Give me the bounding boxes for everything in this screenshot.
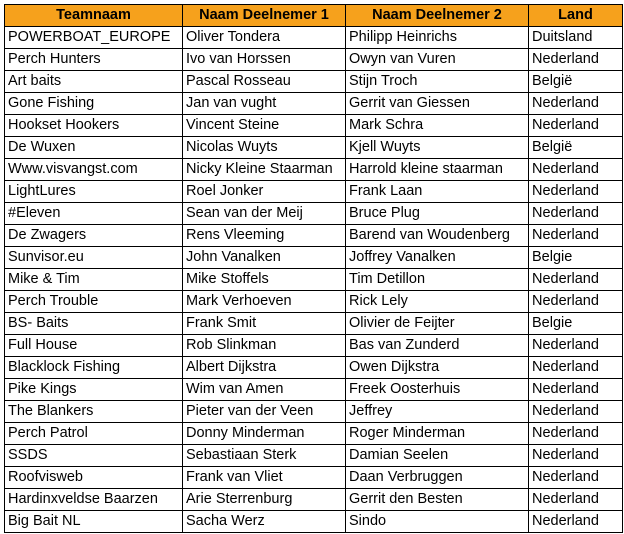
team-name-cell: Hardinxveldse Baarzen — [5, 489, 183, 511]
participant-1-cell: Mark Verhoeven — [183, 291, 346, 313]
table-row — [5, 269, 623, 291]
table-row — [5, 27, 623, 49]
team-name-cell: Hookset Hookers — [5, 115, 183, 137]
team-name-cell: BS- Baits — [5, 313, 183, 335]
header-deelnemer-1: Naam Deelnemer 1 — [183, 5, 346, 27]
participant-2-cell: Rick Lely — [346, 291, 529, 313]
table-row — [5, 93, 623, 115]
participant-1-cell: Oliver Tondera — [183, 27, 346, 49]
country-cell: Nederland — [529, 357, 623, 379]
participant-2-cell: Olivier de Feijter — [346, 313, 529, 335]
participant-1-cell: Nicky Kleine Staarman — [183, 159, 346, 181]
team-name-cell: Big Bait NL — [5, 511, 183, 533]
country-cell: Nederland — [529, 401, 623, 423]
team-name-cell: De Wuxen — [5, 137, 183, 159]
team-name-cell: Blacklock Fishing — [5, 357, 183, 379]
country-cell: Nederland — [529, 159, 623, 181]
participant-2-cell: Roger Minderman — [346, 423, 529, 445]
country-cell: Nederland — [529, 49, 623, 71]
participant-2-cell: Bas van Zunderd — [346, 335, 529, 357]
team-name-cell: De Zwagers — [5, 225, 183, 247]
participant-2-cell: Gerrit van Giessen — [346, 93, 529, 115]
country-cell: Duitsland — [529, 27, 623, 49]
participant-1-cell: Mike Stoffels — [183, 269, 346, 291]
country-cell: Nederland — [529, 203, 623, 225]
participant-2-cell: Daan Verbruggen — [346, 467, 529, 489]
country-cell: België — [529, 137, 623, 159]
table-row — [5, 115, 623, 137]
participant-2-cell: Jeffrey — [346, 401, 529, 423]
team-name-cell: Full House — [5, 335, 183, 357]
participant-2-cell: Tim Detillon — [346, 269, 529, 291]
team-name-cell: #Eleven — [5, 203, 183, 225]
team-name-cell: Perch Patrol — [5, 423, 183, 445]
table-row — [5, 357, 623, 379]
country-cell: Nederland — [529, 225, 623, 247]
country-cell: Nederland — [529, 489, 623, 511]
participant-1-cell: Sacha Werz — [183, 511, 346, 533]
team-name-cell: Gone Fishing — [5, 93, 183, 115]
participant-2-cell: Freek Oosterhuis — [346, 379, 529, 401]
participant-2-cell: Kjell Wuyts — [346, 137, 529, 159]
participant-1-cell: Ivo van Horssen — [183, 49, 346, 71]
participant-1-cell: Sean van der Meij — [183, 203, 346, 225]
team-name-cell: Perch Hunters — [5, 49, 183, 71]
table-row — [5, 511, 623, 533]
team-name-cell: Pike Kings — [5, 379, 183, 401]
table-row — [5, 423, 623, 445]
table-row — [5, 247, 623, 269]
country-cell: Nederland — [529, 445, 623, 467]
participant-2-cell: Barend van Woudenberg — [346, 225, 529, 247]
participant-2-cell: Sindo — [346, 511, 529, 533]
participant-1-cell: Vincent Steine — [183, 115, 346, 137]
country-cell: België — [529, 71, 623, 93]
country-cell: Belgie — [529, 247, 623, 269]
participant-2-cell: Owen Dijkstra — [346, 357, 529, 379]
participant-1-cell: Rens Vleeming — [183, 225, 346, 247]
header-deelnemer-2: Naam Deelnemer 2 — [346, 5, 529, 27]
team-name-cell: Art baits — [5, 71, 183, 93]
table-row — [5, 291, 623, 313]
country-cell: Nederland — [529, 93, 623, 115]
team-name-cell: SSDS — [5, 445, 183, 467]
participant-2-cell: Mark Schra — [346, 115, 529, 137]
participant-1-cell: Pascal Rosseau — [183, 71, 346, 93]
team-name-cell: POWERBOAT_EUROPE — [5, 27, 183, 49]
team-name-cell: Sunvisor.eu — [5, 247, 183, 269]
participant-1-cell: Rob Slinkman — [183, 335, 346, 357]
participant-1-cell: Pieter van der Veen — [183, 401, 346, 423]
country-cell: Nederland — [529, 115, 623, 137]
table-row — [5, 467, 623, 489]
team-name-cell: The Blankers — [5, 401, 183, 423]
team-name-cell: Perch Trouble — [5, 291, 183, 313]
table-row — [5, 489, 623, 511]
participant-1-cell: Frank Smit — [183, 313, 346, 335]
table-row — [5, 379, 623, 401]
country-cell: Belgie — [529, 313, 623, 335]
participant-1-cell: Arie Sterrenburg — [183, 489, 346, 511]
country-cell: Nederland — [529, 269, 623, 291]
participant-1-cell: Donny Minderman — [183, 423, 346, 445]
table-row — [5, 445, 623, 467]
table-row — [5, 49, 623, 71]
country-cell: Nederland — [529, 181, 623, 203]
header-teamnaam: Teamnaam — [5, 5, 183, 27]
table-row — [5, 225, 623, 247]
participant-1-cell: Frank van Vliet — [183, 467, 346, 489]
header-land: Land — [529, 5, 623, 27]
country-cell: Nederland — [529, 379, 623, 401]
country-cell: Nederland — [529, 423, 623, 445]
participants-table — [4, 4, 623, 533]
participant-2-cell: Bruce Plug — [346, 203, 529, 225]
participant-2-cell: Stijn Troch — [346, 71, 529, 93]
participant-2-cell: Gerrit den Besten — [346, 489, 529, 511]
country-cell: Nederland — [529, 291, 623, 313]
participant-2-cell: Frank Laan — [346, 181, 529, 203]
table-row — [5, 137, 623, 159]
country-cell: Nederland — [529, 467, 623, 489]
team-name-cell: Www.visvangst.com — [5, 159, 183, 181]
table-row — [5, 313, 623, 335]
team-name-cell: LightLures — [5, 181, 183, 203]
participant-1-cell: Nicolas Wuyts — [183, 137, 346, 159]
table-row — [5, 335, 623, 357]
participant-1-cell: Albert Dijkstra — [183, 357, 346, 379]
country-cell: Nederland — [529, 335, 623, 357]
participant-2-cell: Philipp Heinrichs — [346, 27, 529, 49]
participant-1-cell: Sebastiaan Sterk — [183, 445, 346, 467]
table-row — [5, 181, 623, 203]
participant-1-cell: Roel Jonker — [183, 181, 346, 203]
participant-1-cell: Jan van vught — [183, 93, 346, 115]
country-cell: Nederland — [529, 511, 623, 533]
header-row — [5, 5, 623, 27]
team-name-cell: Mike & Tim — [5, 269, 183, 291]
participant-2-cell: Joffrey Vanalken — [346, 247, 529, 269]
participant-1-cell: John Vanalken — [183, 247, 346, 269]
participant-2-cell: Owyn van Vuren — [346, 49, 529, 71]
team-name-cell: Roofvisweb — [5, 467, 183, 489]
table-row — [5, 71, 623, 93]
table-row — [5, 203, 623, 225]
table-row — [5, 401, 623, 423]
participant-2-cell: Harrold kleine staarman — [346, 159, 529, 181]
table-row — [5, 159, 623, 181]
participant-2-cell: Damian Seelen — [346, 445, 529, 467]
participant-1-cell: Wim van Amen — [183, 379, 346, 401]
